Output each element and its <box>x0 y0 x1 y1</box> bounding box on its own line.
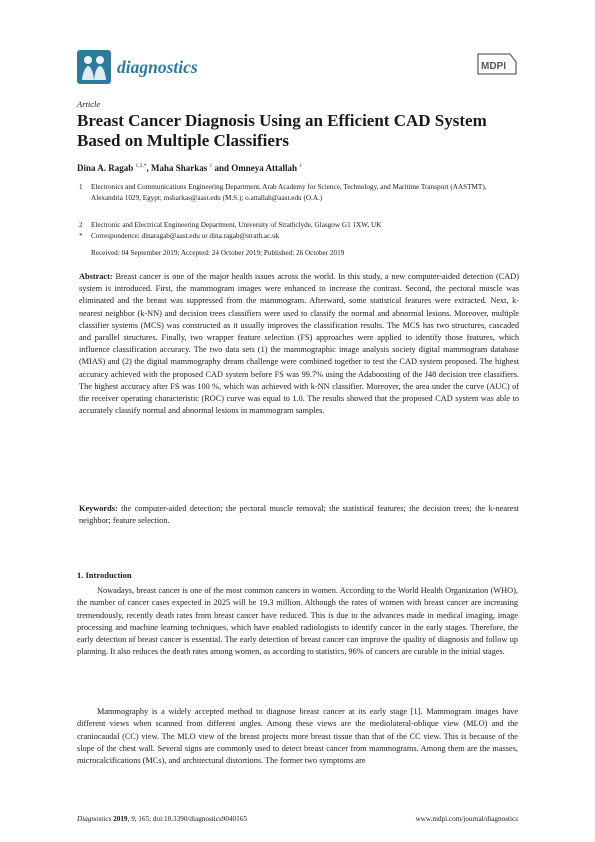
author-separator: , <box>146 163 152 173</box>
affiliation-mark: * <box>79 232 83 240</box>
affiliation-text: Electronic and Electrical Engineering Department, University of Strathclyde, Glasgow G1 1XW, UK <box>91 221 382 229</box>
body-paragraph: Mammography is a widely accepted method to diagnose breast cancer at its early stage [1]. Mammogram images have different views when scanned from different angles. Among these views are the mediolateral-oblique view (MLO) and the craniocaudal (CC) view. The MLO view of the breast projects more breast tissue than that of the CC view. This is because of the slope of the chest wall. Several signs are commonly used to detect breast cancer from mammograms. Among them are the masses, microcalcifications (MCs), and architectural distortions. The former two symptoms are <box>77 707 518 765</box>
footer-citation: Diagnostics 2019, 9, 165; doi:10.3390/diagnostics9040165 <box>77 815 247 823</box>
author-affiliation-mark: 1 <box>299 163 303 169</box>
affiliation-text: Electronics and Communications Engineering Department, Arab Academy for Science, Technology, and Maritime Transport (AASTMT), Alexandria 1029, Egypt; msharkas@aast.edu (M.S.); o.attallah@aast.edu (O.A.) <box>91 183 487 202</box>
abstract <box>79 271 519 417</box>
body-paragraph: Nowadays, breast cancer is one of the most common cancers in women. According to the World Health Organization (WHO), the number of cancer cases expected in 2025 will be 19.3 million. Although the rates of women with breast cancer are increasing tremendously, recently death rates from breast cancer have reduced. This is due to the advances made in medical imaging, image processing and machine learning techniques, which have enabled radiologists to identify cancer in the early stages. Therefore, the early detection of breast cancer is essential. The early detection of breast cancer can improve the quality of diagnosis and follow up planning. It also reduces the death rates among women, as according to statistics, 96% of cancers are curable in the initial stages. <box>77 586 518 657</box>
author-name: Omneya Attallah <box>231 163 298 173</box>
author-separator: and <box>212 163 232 173</box>
publisher-logo <box>474 50 518 78</box>
author-name: Maha Sharkas <box>151 163 208 173</box>
article-type: Article <box>77 99 101 109</box>
keywords-text: the computer-aided detection; the pectoral muscle removal; the statistical features; the decision trees; the k-nearest neighbor; feature selection. <box>79 504 519 526</box>
author-affiliation-mark: 1 <box>209 163 213 169</box>
footer-page: 165 <box>138 815 150 823</box>
journal-logo-icon <box>77 50 111 84</box>
affiliation-mark: 1 <box>79 183 83 191</box>
footer-volume: 9 <box>131 815 135 823</box>
author-affiliation-mark: 1,2,* <box>135 163 147 169</box>
correspondence-item <box>79 231 519 242</box>
affiliation-item <box>79 182 519 203</box>
affiliation-mark: 2 <box>79 221 83 229</box>
abstract-label: Abstract: <box>79 272 113 281</box>
footer-journal: Diagnostics <box>77 815 112 823</box>
footer-url[interactable]: www.mdpi.com/journal/diagnostics <box>415 815 518 823</box>
author-name: Dina A. Ragab <box>77 163 134 173</box>
footer-year: 2019 <box>113 815 128 823</box>
footer-doi: doi:10.3390/diagnostics9040165 <box>152 815 247 823</box>
journal-name: diagnostics <box>117 57 198 77</box>
keywords-label: Keywords: <box>79 504 118 513</box>
article-title: Breast Cancer Diagnosis Using an Efficient CAD System Based on Multiple Classifiers <box>77 111 487 150</box>
keywords <box>79 503 519 527</box>
author-list <box>77 163 302 173</box>
publisher-logo-text: MDPI <box>481 61 506 72</box>
correspondence-text: Correspondence: dinaragab@aast.edu or dina.ragab@strath.ac.uk <box>91 232 280 240</box>
affiliation-item <box>79 220 519 231</box>
abstract-text: Breast cancer is one of the major health issues across the world. In this study, a new computer-aided detection (CAD) system is introduced. First, the mammogram images were enhanced to increase the contrast. Second, the pectoral muscle was eliminated and the breast was suppressed from the mammogram. Afterward, some statistical features were extracted. Next, k-nearest neighbor (k-NN) and decision trees classifiers were used to classify the normal and abnormal lesions. Moreover, multiple classifier systems (MCS) was constructed as it usually improves the classification results. The MCS has two structures, cascaded and parallel structures. Finally, two wrapper feature selection (FS) approaches were applied to identify those features, which influence classification accuracy. The two data sets (1) the mammographic image analysis society digital mammogram database (MIAS) and (2) the digital mammography dream challenge were combined together to test the CAD system proposed. The highest accuracy achieved with the proposed CAD system before FS was 99.7% using the Adaboosting of the J48 decision tree classifiers. The highest accuracy after FS was 100 %, which was achieved with k-NN classifier. Moreover, the area under the curve (AUC) of the receiver operating characteristic (ROC) curve was equal to 1.0. The results showed that the proposed CAD system was able to accurately classify normal and abnormal lesions in mammogram samples. <box>79 272 519 416</box>
publication-dates: Received: 04 September 2019; Accepted: 24 October 2019; Published: 26 October 2019 <box>91 249 345 257</box>
section-heading: 1. Introduction <box>77 570 132 580</box>
